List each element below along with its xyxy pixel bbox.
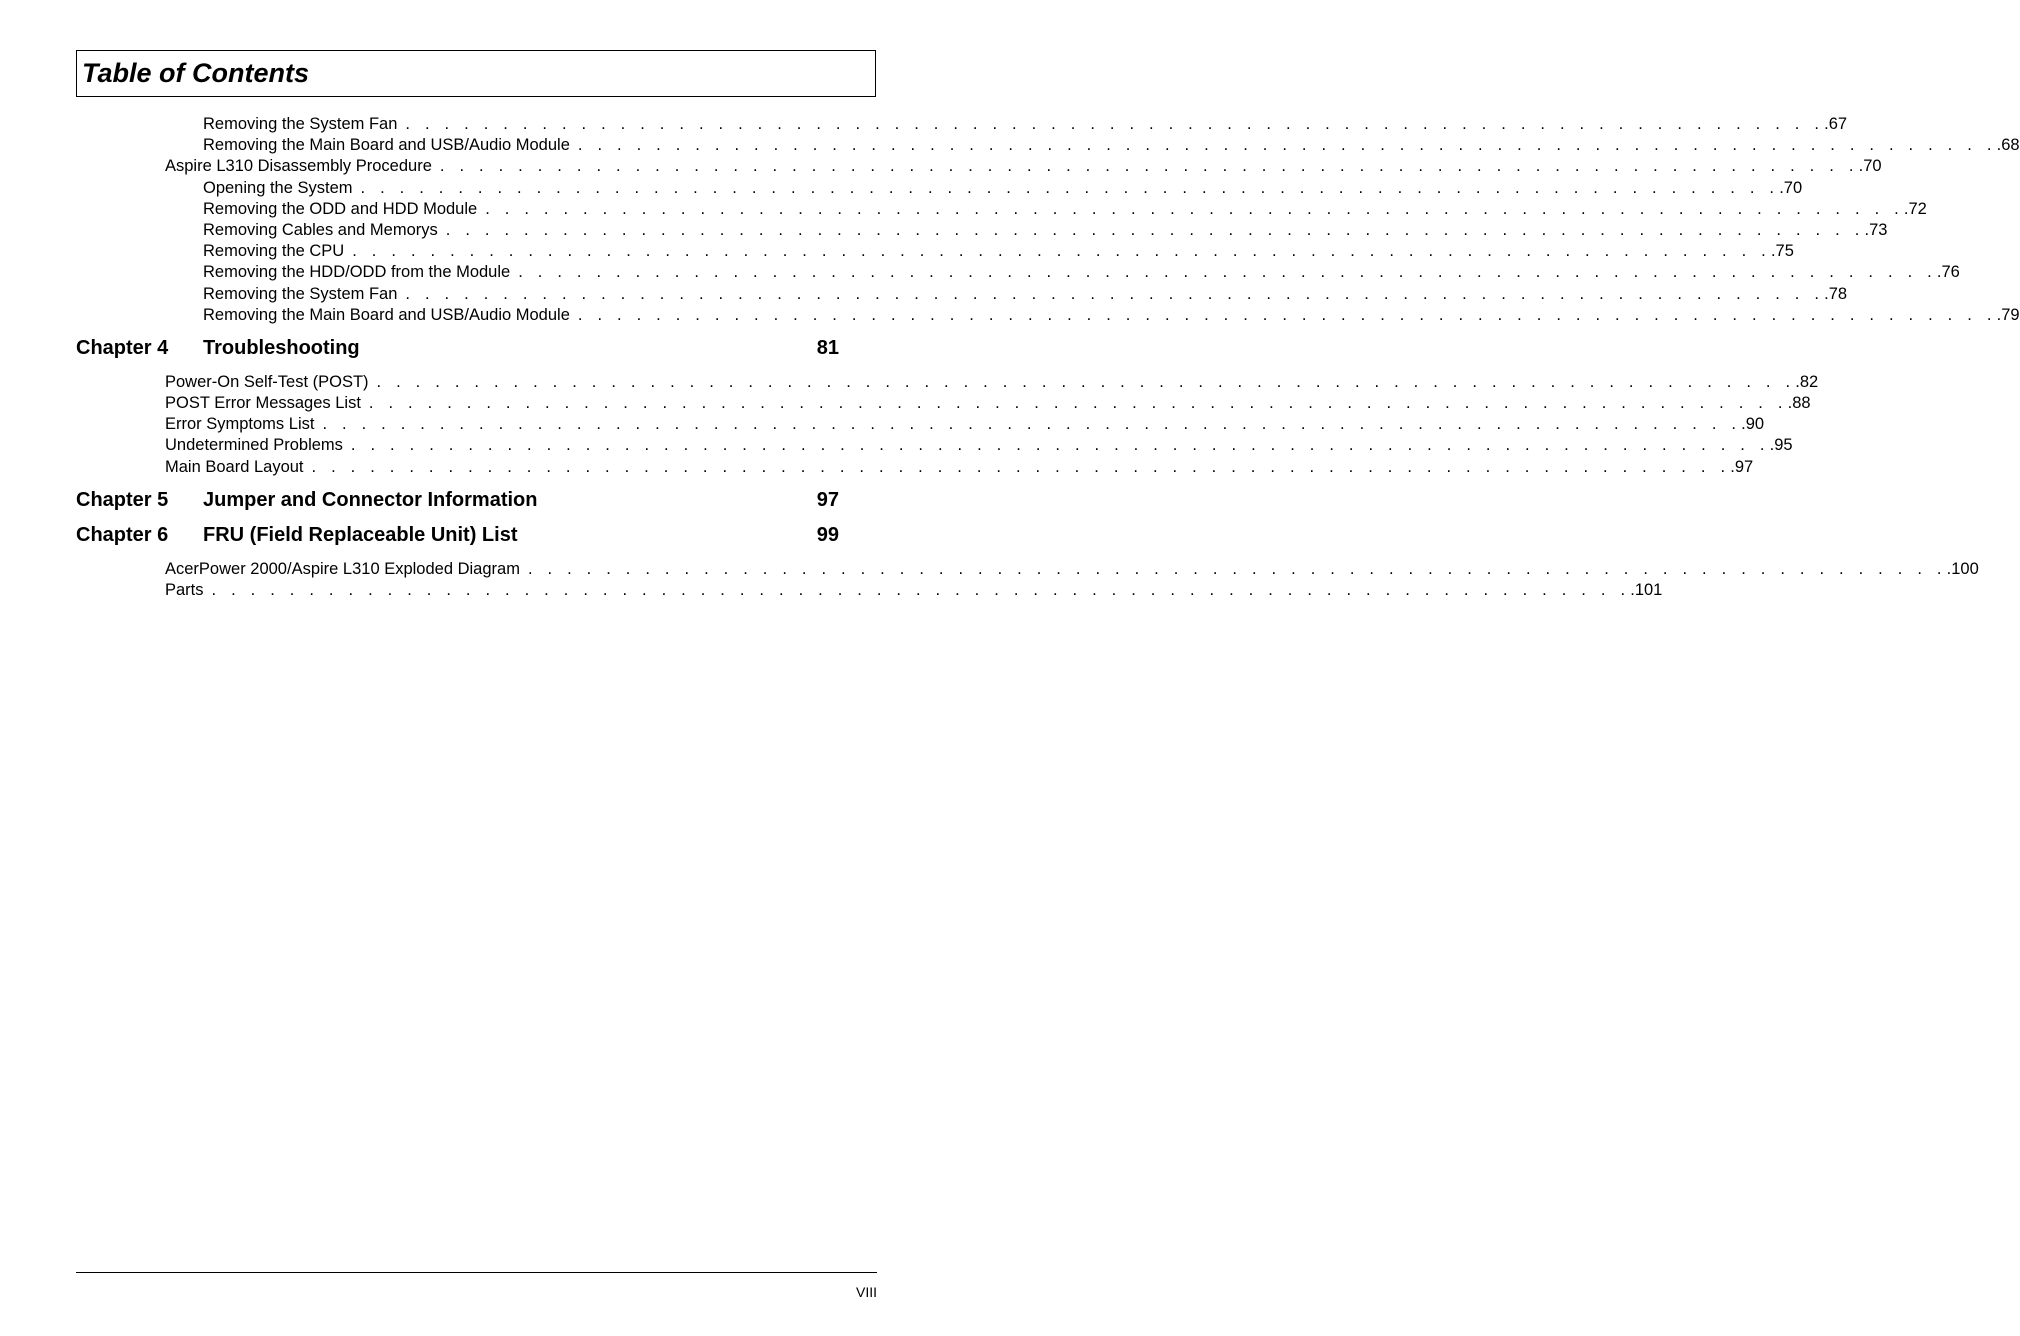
toc-entry-label: AcerPower 2000/Aspire L310 Exploded Diagram <box>165 560 520 578</box>
toc-entry-page: .72 <box>1903 200 1927 218</box>
toc-entry-label: POST Error Messages List <box>165 394 361 412</box>
toc-entry[interactable] <box>203 178 1803 199</box>
page-number: VIII <box>855 1284 877 1300</box>
toc-entry-label: Removing the System Fan <box>203 115 398 133</box>
toc-entry-page: .95 <box>1769 436 1793 454</box>
toc-entry-page: .76 <box>1936 263 1960 281</box>
toc-entry-label: Removing Cables and Memorys <box>203 221 438 239</box>
dot-leader: . . . . . . . . . . . . . . . . . . . . . . . . . . . . . . . . . . . . . . . . . . . . . . . . . . . . . . . . . . . . . . . . . . . . . . . . . <box>577 306 1997 324</box>
toc-entry-page: .70 <box>1779 179 1803 197</box>
toc-entry-page: .67 <box>1824 115 1848 133</box>
chapter-heading-5[interactable] <box>76 487 839 513</box>
dot-leader: . . . . . . . . . . . . . . . . . . . . . . . . . . . . . . . . . . . . . . . . . . . . . . . . . . . . . . . . . . . . . . . . . . . . . . . . . <box>405 285 1825 303</box>
toc-entry[interactable] <box>165 435 1793 456</box>
toc-entry-page: .90 <box>1741 415 1765 433</box>
page-title: Table of Contents <box>82 58 309 88</box>
toc-entry[interactable] <box>203 114 1848 135</box>
toc-entry-page: .88 <box>1787 394 1811 412</box>
chapter-number: Chapter 4 <box>76 337 169 359</box>
toc-entry[interactable] <box>203 199 1927 220</box>
dot-leader: . . . . . . . . . . . . . . . . . . . . . . . . . . . . . . . . . . . . . . . . . . . . . . . . . . . . . . . . . . . . . . . . . . . . . . . . . <box>360 179 1780 197</box>
chapter-title: Jumper and Connector Information <box>203 489 538 511</box>
toc-entry-label: Removing the HDD/ODD from the Module <box>203 263 511 281</box>
toc-entry-label: Main Board Layout <box>165 458 304 476</box>
toc-entry-page: .73 <box>1864 221 1888 239</box>
toc-entry-label: Removing the System Fan <box>203 285 398 303</box>
toc-entry-page: .82 <box>1795 373 1819 391</box>
chapter-title: Troubleshooting <box>203 337 360 359</box>
dot-leader: . . . . . . . . . . . . . . . . . . . . . . . . . . . . . . . . . . . . . . . . . . . . . . . . . . . . . . . . . . . . . . . . . . . . . . . . . <box>405 115 1825 133</box>
toc-entry-page: .100 <box>1946 560 1979 578</box>
toc-entry-label: Removing the Main Board and USB/Audio Module <box>203 136 570 154</box>
toc-entry-label: Aspire L310 Disassembly Procedure <box>165 157 432 175</box>
dot-leader: . . . . . . . . . . . . . . . . . . . . . . . . . . . . . . . . . . . . . . . . . . . . . . . . . . . . . . . . . . . . . . . . . . . . . . . . . <box>518 263 1937 281</box>
dot-leader: . . . . . . . . . . . . . . . . . . . . . . . . . . . . . . . . . . . . . . . . . . . . . . . . . . . . . . . . . . . . . . . . . . . . . . . . . <box>350 436 1770 454</box>
toc-entry[interactable] <box>203 241 1794 262</box>
chapter-heading-4[interactable] <box>76 335 839 361</box>
toc-entry[interactable] <box>165 457 1754 478</box>
toc-entry-label: Undetermined Problems <box>165 436 343 454</box>
chapter-page: 97 <box>816 489 839 511</box>
chapter-title: FRU (Field Replaceable Unit) List <box>203 524 518 546</box>
dot-leader: . . . . . . . . . . . . . . . . . . . . . . . . . . . . . . . . . . . . . . . . . . . . . . . . . . . . . . . . . . . . . . . . . . . . . . . . . <box>311 458 1731 476</box>
dot-leader: . . . . . . . . . . . . . . . . . . . . . . . . . . . . . . . . . . . . . . . . . . . . . . . . . . . . . . . . . . . . . . . . . . . . . . . . . <box>577 136 1997 154</box>
toc-entry[interactable] <box>203 305 2020 326</box>
toc-entry-page: .101 <box>1630 581 1663 599</box>
chapter-page: 99 <box>816 524 839 546</box>
toc-entry[interactable] <box>203 220 1888 241</box>
dot-leader: . . . . . . . . . . . . . . . . . . . . . . . . . . . . . . . . . . . . . . . . . . . . . . . . . . . . . . . . . . . . . . . . . . . . . . . . . <box>527 560 1947 578</box>
dot-leader: . . . . . . . . . . . . . . . . . . . . . . . . . . . . . . . . . . . . . . . . . . . . . . . . . . . . . . . . . . . . . . . . . . . . . . . . . <box>352 242 1771 260</box>
toc-entry-page: .79 <box>1996 306 2020 324</box>
toc-entry-page: .97 <box>1730 458 1754 476</box>
toc-entry-label: Power-On Self-Test (POST) <box>165 373 369 391</box>
toc-entry[interactable] <box>165 414 1765 435</box>
toc-entry[interactable] <box>165 393 1811 414</box>
toc-entry[interactable] <box>165 372 1819 393</box>
chapter-number: Chapter 5 <box>76 489 169 511</box>
toc-entry-label: Error Symptoms List <box>165 415 315 433</box>
chapter-heading-6[interactable] <box>76 522 839 548</box>
footer-rule <box>76 1272 877 1273</box>
toc-entry-label: Opening the System <box>203 179 353 197</box>
toc-entry-page: .78 <box>1824 285 1848 303</box>
chapter-number: Chapter 6 <box>76 524 169 546</box>
toc-entry[interactable] <box>203 262 1960 283</box>
dot-leader: . . . . . . . . . . . . . . . . . . . . . . . . . . . . . . . . . . . . . . . . . . . . . . . . . . . . . . . . . . . . . . . . . . . . . . . . . <box>322 415 1742 433</box>
toc-entry-page: .75 <box>1770 242 1794 260</box>
dot-leader: . . . . . . . . . . . . . . . . . . . . . . . . . . . . . . . . . . . . . . . . . . . . . . . . . . . . . . . . . . . . . . . . . . . . . . . . . <box>368 394 1788 412</box>
toc-entry-label: Removing the Main Board and USB/Audio Module <box>203 306 570 324</box>
toc-entry-label: Parts <box>165 581 204 599</box>
chapter-page: 81 <box>816 337 839 359</box>
dot-leader: . . . . . . . . . . . . . . . . . . . . . . . . . . . . . . . . . . . . . . . . . . . . . . . . . . . . . . . . . . . . . . . . . . . . . . . . . <box>376 373 1796 391</box>
toc-entry-label: Removing the CPU <box>203 242 345 260</box>
toc-entry-page: .70 <box>1858 157 1882 175</box>
dot-leader: . . . . . . . . . . . . . . . . . . . . . . . . . . . . . . . . . . . . . . . . . . . . . . . . . . . . . . . . . . . . . . . . . . . . . . . . . <box>439 157 1859 175</box>
title-box <box>76 50 876 97</box>
dot-leader: . . . . . . . . . . . . . . . . . . . . . . . . . . . . . . . . . . . . . . . . . . . . . . . . . . . . . . . . . . . . . . . . . . . . . . . . . <box>445 221 1865 239</box>
toc-entry-page: .68 <box>1996 136 2020 154</box>
dot-leader: . . . . . . . . . . . . . . . . . . . . . . . . . . . . . . . . . . . . . . . . . . . . . . . . . . . . . . . . . . . . . . . . . . . . . . . . . <box>211 581 1631 599</box>
toc-entry[interactable] <box>165 559 1979 580</box>
dot-leader: . . . . . . . . . . . . . . . . . . . . . . . . . . . . . . . . . . . . . . . . . . . . . . . . . . . . . . . . . . . . . . . . . . . . . . . . . <box>485 200 1904 218</box>
toc-entry[interactable] <box>203 135 2020 156</box>
toc-entry[interactable] <box>165 156 1882 177</box>
toc-entry[interactable] <box>165 580 1663 601</box>
toc-entry[interactable] <box>203 284 1848 305</box>
toc-entry-label: Removing the ODD and HDD Module <box>203 200 478 218</box>
